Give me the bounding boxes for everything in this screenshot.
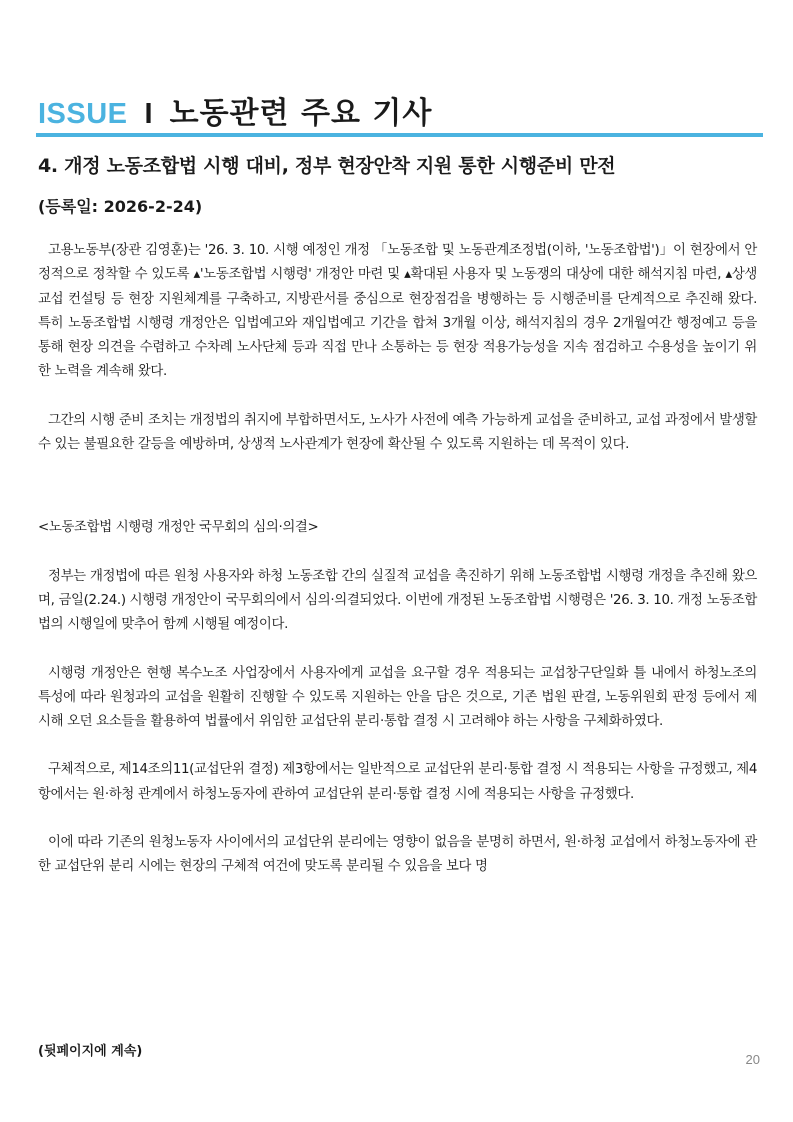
paragraph-2: 그간의 시행 준비 조치는 개정법의 취지에 부합하면서도, 노사가 사전에 예측 가능하게 교섭을 준비하고, 교섭 과정에서 발생할 수 있는 불필요한 갈등을 예방하며, 상생적 노사관계가 현장에 확산될 수 있도록 지원하는 데 목적이 있다. <box>38 412 757 453</box>
registration-date: (등록일: 2026-2-24) <box>38 197 203 216</box>
paragraph-1: 고용노동부(장관 김영훈)는 '26. 3. 10. 시행 예정인 개정 「노동조합 및 노동관계조정법(이하, '노동조합법')」이 현장에서 안정적으로 정착할 수 있도록 ▴'노동조합법 시행령' 개정안 마련 및 ▴확대된 사용자 및 노동쟁의 대상에 대한 해석지침 마련, ▴상생교섭 컨설팅 등 현장 지원체계를 구축하고, 지방관서를 중심으로 현장점검을 병행하는 등 시행준비를 단계적으로 추진해 왔다. 특히 노동조합법 시행령 개정안은 입법예고와 재입법예고 기간을 합쳐 3개월 이상, 해석지침의 경우 2개월여간 행정예고 등을 통해 현장 의견을 수렴하고 수차례 노사단체 등과 직접 만나 소통하는 등 현장 적용가능성을 지속 점검하고 수용성을 높이기 위한 노력을 계속해 왔다. <box>38 243 757 380</box>
paragraph-3: 정부는 개정법에 따른 원청 사용자와 하청 노동조합 간의 실질적 교섭을 촉진하기 위해 노동조합법 시행령 개정을 추진해 왔으며, 금일(2.24.) 시행령 개정안이 국무회의에서 심의·의결되었다. 이번에 개정된 노동조합법 시행령은 '26. 3. 10. 개정 노동조합법의 시행일에 맞추어 함께 시행될 예정이다. <box>38 568 757 633</box>
paragraph-5: 구체적으로, 제14조의11(교섭단위 결정) 제3항에서는 일반적으로 교섭단위 분리·통합 결정 시 적용되는 사항을 규정했고, 제4항에서는 원·하청 관계에서 하청노동자에 관하여 교섭단위 분리·통합 결정 시에 적용되는 사항을 규정했다. <box>38 762 757 802</box>
section-header <box>38 88 763 132</box>
paragraph-4: 시행령 개정안은 현행 복수노조 사업장에서 사용자에게 교섭을 요구할 경우 적용되는 교섭창구단일화 틀 내에서 하청노조의 특성에 따라 원청과의 교섭을 원활히 진행할 수 있도록 지원하는 안을 담은 것으로, 기존 법원 판결, 노동위원회 판정 등에서 제시해 오던 요소들을 활용하여 법률에서 위임한 교섭단위 분리·통합 결정 시 고려해야 하는 사항을 구체화하였다. <box>38 665 757 730</box>
header-separator: I <box>144 98 153 130</box>
paragraph-6: 이에 따라 기존의 원청노동자 사이에서의 교섭단위 분리에는 영향이 없음을 분명히 하면서, 원·하청 교섭에서 하청노동자에 관한 교섭단위 분리 시에는 현장의 구체적 여건에 맞도록 분리될 수 있음을 보다 명 <box>38 835 757 875</box>
article-body <box>38 239 757 880</box>
section-title: 노동관련 주요 기사 <box>169 96 433 131</box>
header-divider <box>36 133 763 137</box>
issue-label: ISSUE <box>38 98 128 130</box>
article-title: 4. 개정 노동조합법 시행 대비, 정부 현장안착 지원 통한 시행준비 만전 <box>38 155 616 177</box>
continued-note: (뒷페이지에 계속) <box>38 1044 143 1059</box>
page-number: 20 <box>745 1052 760 1067</box>
subsection-heading: <노동조합법 시행령 개정안 국무회의 심의·의결> <box>38 520 319 536</box>
